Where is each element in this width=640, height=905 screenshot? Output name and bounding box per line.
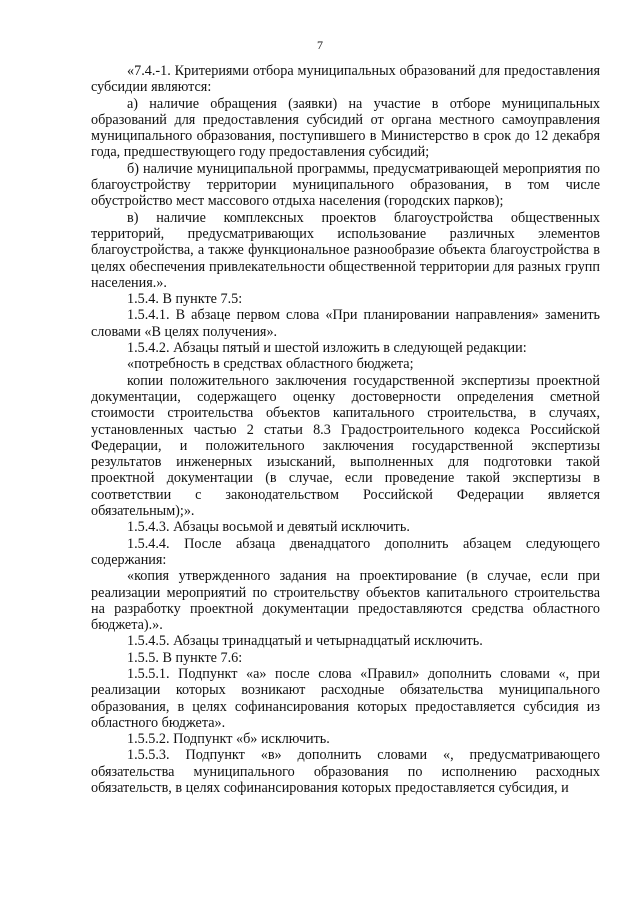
paragraph-1-5-4: 1.5.4. В пункте 7.5: (127, 291, 243, 308)
paragraph-design-assignment: «копия утвержденного задания на проектирование (в случае, если при реализации мероприятий по строительству объектов капитального строительства на разработку проектной документации предоставляются средства областного бюджета).». (91, 568, 600, 634)
page-number: 7 (317, 38, 323, 52)
paragraph-1-5-4-3: 1.5.4.3. Абзацы восьмой и девятый исключить. (127, 519, 410, 536)
paragraph-budget-need: «потребность в средствах областного бюджета; (127, 356, 414, 373)
paragraph-1-5-5-1: 1.5.5.1. Подпункт «а» после слова «Правил» дополнить словами «, при реализации которых возникают расходные обязательства муниципального образования, в целях софинансирования которых предоставляется субсидия из областного бюджета». (91, 665, 600, 731)
paragraph-1-5-5-3: 1.5.5.3. Подпункт «в» дополнить словами «, предусматривающего обязательства муниципального образования по исполнению расходных обязательств, в целях софинансирования которых предоставляется субсидия, и (91, 747, 600, 797)
paragraph-criterion-a: а) наличие обращения (заявки) на участие в отборе муниципальных образований для предоставления субсидий от органа местного самоуправления муниципального образования, поступившего в Министерство в срок до 12 декабря года, предшествующего году предоставления субсидий; (91, 95, 600, 161)
paragraph-1-5-5: 1.5.5. В пункте 7.6: (127, 649, 243, 666)
paragraph-expertise-copies: копии положительного заключения государственной экспертизы проектной документации, содержащего оценку достоверности определения сметной стоимости строительства объектов капитального строительства, в случаях, установленных частью 2 статьи 8.3 Градостроительного кодекса Российской Федерации, и положительного заключения государственной экспертизы результатов инженерных изысканий, выполненных для подготовки такой проектной документации (в случае, если проведение такой экспертизы в соответствии с законодательством Российской Федерации является обязательным);». (91, 372, 600, 520)
paragraph-1-5-4-2: 1.5.4.2. Абзацы пятый и шестой изложить в следующей редакции: (127, 340, 527, 357)
paragraph-criterion-c: в) наличие комплексных проектов благоустройства общественных территорий, предусматривающих использование различных элементов благоустройства, а также функциональное разнообразие объекта благоустройства в целях обеспечения привлекательности общественной территории для разных групп населения.». (91, 209, 600, 291)
paragraph-criterion-b: б) наличие муниципальной программы, предусматривающей мероприятия по благоустройству территории муниципального образования, в том числе обустройство мест массового отдыха населения (городских парков); (91, 160, 600, 210)
paragraph-1-5-4-5: 1.5.4.5. Абзацы тринадцатый и четырнадцатый исключить. (127, 633, 483, 650)
paragraph-1-5-4-1: 1.5.4.1. В абзаце первом слова «При планировании направления» заменить словами «В целях получения». (91, 307, 600, 340)
paragraph-7-4-1-criteria: «7.4.-1. Критериями отбора муниципальных образований для предоставления субсидии являются: (91, 63, 600, 96)
paragraph-1-5-4-4: 1.5.4.4. После абзаца двенадцатого дополнить абзацем следующего содержания: (91, 535, 600, 568)
document-body (91, 63, 600, 796)
paragraph-1-5-5-2: 1.5.5.2. Подпункт «б» исключить. (127, 731, 330, 748)
